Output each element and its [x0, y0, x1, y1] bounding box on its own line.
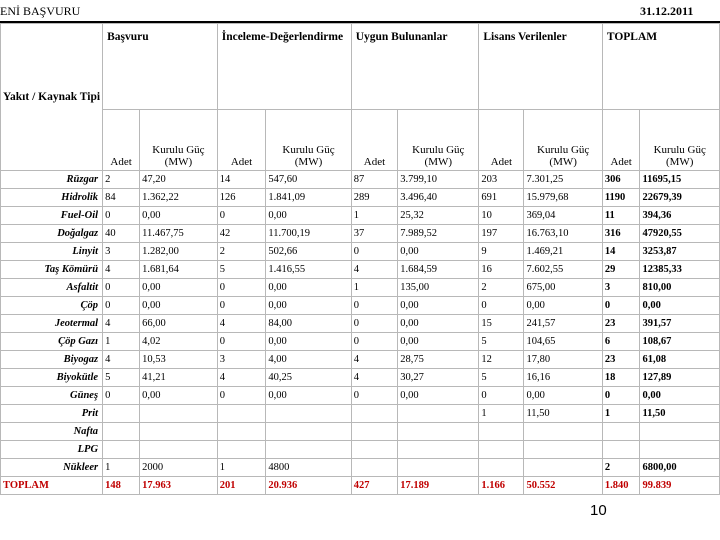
capacity-cell: 1.469,21 — [524, 243, 602, 261]
count-cell — [602, 441, 640, 459]
capacity-cell: 6800,00 — [640, 459, 720, 477]
table-row — [1, 405, 720, 423]
table-row — [1, 171, 720, 189]
capacity-cell: 127,89 — [640, 369, 720, 387]
count-cell: 4 — [103, 351, 140, 369]
capacity-cell: 0,00 — [524, 297, 602, 315]
count-cell: 0 — [103, 279, 140, 297]
sub-header-row — [1, 110, 720, 171]
capacity-cell: 40,25 — [266, 369, 351, 387]
group-header: Lisans Verilenler — [479, 24, 603, 110]
report-date: 31.12.2011 — [640, 4, 694, 18]
table-row — [1, 189, 720, 207]
count-header: Adet — [602, 110, 640, 171]
capacity-cell — [266, 405, 351, 423]
capacity-cell: 11.467,75 — [140, 225, 218, 243]
count-cell: 289 — [351, 189, 398, 207]
group-header: Başvuru — [103, 24, 218, 110]
capacity-cell: 1.681,64 — [140, 261, 218, 279]
table-row — [1, 423, 720, 441]
capacity-header: Kurulu Güç (MW) — [266, 110, 351, 171]
count-cell: 0 — [351, 387, 398, 405]
count-cell: 1 — [479, 405, 524, 423]
capacity-cell: 675,00 — [524, 279, 602, 297]
count-cell: 0 — [479, 297, 524, 315]
capacity-cell — [398, 459, 479, 477]
count-cell: 197 — [479, 225, 524, 243]
capacity-cell: 1.684,59 — [398, 261, 479, 279]
count-cell: 9 — [479, 243, 524, 261]
capacity-header: Kurulu Güç (MW) — [140, 110, 218, 171]
capacity-cell: 0,00 — [398, 333, 479, 351]
table-row — [1, 441, 720, 459]
count-cell: 40 — [103, 225, 140, 243]
table-row — [1, 369, 720, 387]
capacity-cell: 0,00 — [398, 243, 479, 261]
capacity-cell: 4,00 — [266, 351, 351, 369]
count-cell: 1 — [602, 405, 640, 423]
count-cell: 0 — [217, 279, 266, 297]
capacity-cell: 0,00 — [266, 207, 351, 225]
fuel-type-label: Nükleer — [1, 459, 103, 477]
count-cell: 1 — [217, 459, 266, 477]
capacity-cell: 3.496,40 — [398, 189, 479, 207]
count-cell: 0 — [217, 333, 266, 351]
capacity-cell: 4,02 — [140, 333, 218, 351]
capacity-cell: 1.362,22 — [140, 189, 218, 207]
count-cell: 0 — [479, 387, 524, 405]
capacity-cell: 0,00 — [524, 387, 602, 405]
count-cell: 2 — [103, 171, 140, 189]
fuel-type-label: Çöp Gazı — [1, 333, 103, 351]
capacity-cell: 547,60 — [266, 171, 351, 189]
total-count-cell: 1.166 — [479, 477, 524, 495]
count-header: Adet — [479, 110, 524, 171]
table-row — [1, 225, 720, 243]
count-cell: 11 — [602, 207, 640, 225]
count-cell: 10 — [479, 207, 524, 225]
table-row — [1, 261, 720, 279]
group-header: İnceleme-Değerlendirme — [217, 24, 351, 110]
capacity-cell: 17,80 — [524, 351, 602, 369]
count-cell: 306 — [602, 171, 640, 189]
capacity-cell: 0,00 — [640, 297, 720, 315]
total-label: TOPLAM — [1, 477, 103, 495]
count-cell: 5 — [479, 333, 524, 351]
page-number: 10 — [590, 502, 607, 519]
count-cell — [479, 459, 524, 477]
capacity-cell: 11.700,19 — [266, 225, 351, 243]
count-cell: 0 — [351, 243, 398, 261]
total-count-cell: 1.840 — [602, 477, 640, 495]
capacity-cell: 0,00 — [398, 387, 479, 405]
capacity-cell: 0,00 — [398, 297, 479, 315]
capacity-cell: 28,75 — [398, 351, 479, 369]
count-cell — [479, 441, 524, 459]
count-cell: 12 — [479, 351, 524, 369]
count-cell: 2 — [217, 243, 266, 261]
count-cell: 4 — [351, 369, 398, 387]
fuel-type-header: Yakıt / Kaynak Tipi — [1, 24, 103, 171]
count-cell: 0 — [217, 207, 266, 225]
count-cell: 3 — [602, 279, 640, 297]
count-cell: 84 — [103, 189, 140, 207]
capacity-cell: 30,27 — [398, 369, 479, 387]
page-title: ENİ BAŞVURU — [0, 4, 81, 18]
fuel-type-label: Biyogaz — [1, 351, 103, 369]
fuel-type-label: Linyit — [1, 243, 103, 261]
total-capacity-cell: 17.189 — [398, 477, 479, 495]
count-cell: 16 — [479, 261, 524, 279]
count-cell: 4 — [103, 261, 140, 279]
capacity-cell — [640, 423, 720, 441]
capacity-cell — [398, 423, 479, 441]
capacity-cell: 391,57 — [640, 315, 720, 333]
capacity-cell — [140, 405, 218, 423]
count-cell: 37 — [351, 225, 398, 243]
count-cell: 14 — [217, 171, 266, 189]
capacity-header: Kurulu Güç (MW) — [640, 110, 720, 171]
capacity-cell: 84,00 — [266, 315, 351, 333]
capacity-cell: 3.799,10 — [398, 171, 479, 189]
count-cell — [602, 423, 640, 441]
count-cell: 18 — [602, 369, 640, 387]
capacity-cell: 502,66 — [266, 243, 351, 261]
capacity-cell: 61,08 — [640, 351, 720, 369]
total-count-cell: 427 — [351, 477, 398, 495]
count-cell — [103, 405, 140, 423]
capacity-cell: 0,00 — [266, 387, 351, 405]
count-cell: 1 — [103, 333, 140, 351]
count-cell: 0 — [351, 315, 398, 333]
capacity-cell: 0,00 — [640, 387, 720, 405]
fuel-type-label: Doğalgaz — [1, 225, 103, 243]
table-body — [1, 171, 720, 495]
count-cell — [217, 441, 266, 459]
capacity-cell: 810,00 — [640, 279, 720, 297]
capacity-cell: 135,00 — [398, 279, 479, 297]
count-cell: 87 — [351, 171, 398, 189]
total-capacity-cell: 50.552 — [524, 477, 602, 495]
capacity-cell — [266, 423, 351, 441]
capacity-cell: 3253,87 — [640, 243, 720, 261]
count-cell: 23 — [602, 315, 640, 333]
count-cell: 2 — [602, 459, 640, 477]
count-cell: 4 — [351, 351, 398, 369]
capacity-cell: 25,32 — [398, 207, 479, 225]
table-row — [1, 279, 720, 297]
count-cell: 0 — [217, 387, 266, 405]
fuel-type-label: Çöp — [1, 297, 103, 315]
fuel-type-label: Asfaltit — [1, 279, 103, 297]
count-cell: 5 — [479, 369, 524, 387]
count-cell: 0 — [351, 333, 398, 351]
capacity-cell: 4800 — [266, 459, 351, 477]
fuel-type-label: Biyokütle — [1, 369, 103, 387]
table-row — [1, 351, 720, 369]
capacity-header: Kurulu Güç (MW) — [398, 110, 479, 171]
count-cell: 0 — [103, 297, 140, 315]
capacity-cell — [524, 423, 602, 441]
capacity-cell: 104,65 — [524, 333, 602, 351]
fuel-type-label: Hidrolik — [1, 189, 103, 207]
table-row — [1, 387, 720, 405]
total-capacity-cell: 20.936 — [266, 477, 351, 495]
count-cell: 126 — [217, 189, 266, 207]
count-cell — [351, 441, 398, 459]
count-cell: 316 — [602, 225, 640, 243]
capacity-cell: 16.763,10 — [524, 225, 602, 243]
capacity-cell — [398, 441, 479, 459]
capacity-cell: 16,16 — [524, 369, 602, 387]
capacity-cell: 0,00 — [266, 279, 351, 297]
capacity-cell — [140, 423, 218, 441]
capacity-cell: 0,00 — [266, 297, 351, 315]
count-cell: 29 — [602, 261, 640, 279]
count-cell: 3 — [103, 243, 140, 261]
group-header: TOPLAM — [602, 24, 719, 110]
count-cell — [217, 405, 266, 423]
fuel-type-label: Rüzgar — [1, 171, 103, 189]
total-capacity-cell: 17.963 — [140, 477, 218, 495]
capacity-cell: 10,53 — [140, 351, 218, 369]
capacity-cell: 22679,39 — [640, 189, 720, 207]
count-cell — [351, 405, 398, 423]
count-cell: 1 — [351, 279, 398, 297]
count-cell: 1 — [103, 459, 140, 477]
capacity-cell: 0,00 — [398, 315, 479, 333]
count-cell: 15 — [479, 315, 524, 333]
capacity-cell: 0,00 — [140, 207, 218, 225]
table-row — [1, 243, 720, 261]
capacity-cell: 41,21 — [140, 369, 218, 387]
total-count-cell: 201 — [217, 477, 266, 495]
total-count-cell: 148 — [103, 477, 140, 495]
count-header: Adet — [103, 110, 140, 171]
count-cell: 3 — [217, 351, 266, 369]
count-cell: 6 — [602, 333, 640, 351]
capacity-cell: 241,57 — [524, 315, 602, 333]
count-cell: 4 — [103, 315, 140, 333]
table-row — [1, 315, 720, 333]
count-cell — [217, 423, 266, 441]
capacity-cell — [640, 441, 720, 459]
count-cell: 23 — [602, 351, 640, 369]
capacity-cell: 369,04 — [524, 207, 602, 225]
capacity-cell: 1.282,00 — [140, 243, 218, 261]
count-cell: 203 — [479, 171, 524, 189]
count-cell: 5 — [103, 369, 140, 387]
capacity-cell: 2000 — [140, 459, 218, 477]
count-cell: 2 — [479, 279, 524, 297]
count-cell: 0 — [103, 207, 140, 225]
count-cell: 4 — [217, 369, 266, 387]
total-capacity-cell: 99.839 — [640, 477, 720, 495]
fuel-type-label: Jeotermal — [1, 315, 103, 333]
count-cell: 42 — [217, 225, 266, 243]
table-row — [1, 459, 720, 477]
total-row — [1, 477, 720, 495]
capacity-cell: 108,67 — [640, 333, 720, 351]
capacity-cell — [140, 441, 218, 459]
capacity-cell: 7.602,55 — [524, 261, 602, 279]
capacity-header: Kurulu Güç (MW) — [524, 110, 602, 171]
fuel-type-label: LPG — [1, 441, 103, 459]
count-cell: 0 — [351, 297, 398, 315]
count-cell — [351, 459, 398, 477]
table-row — [1, 297, 720, 315]
capacity-cell — [524, 441, 602, 459]
capacity-cell: 47920,55 — [640, 225, 720, 243]
count-cell: 5 — [217, 261, 266, 279]
count-cell — [103, 441, 140, 459]
capacity-cell: 47,20 — [140, 171, 218, 189]
fuel-type-label: Fuel-Oil — [1, 207, 103, 225]
count-cell: 1 — [351, 207, 398, 225]
capacity-cell: 11,50 — [640, 405, 720, 423]
fuel-type-label: Güneş — [1, 387, 103, 405]
count-header: Adet — [217, 110, 266, 171]
capacity-cell — [398, 405, 479, 423]
capacity-cell: 0,00 — [266, 333, 351, 351]
capacity-cell: 66,00 — [140, 315, 218, 333]
capacity-cell: 0,00 — [140, 279, 218, 297]
count-cell: 4 — [351, 261, 398, 279]
capacity-cell: 11695,15 — [640, 171, 720, 189]
capacity-cell: 7.301,25 — [524, 171, 602, 189]
count-cell: 0 — [103, 387, 140, 405]
count-cell: 691 — [479, 189, 524, 207]
fuel-type-label: Prit — [1, 405, 103, 423]
table-row — [1, 207, 720, 225]
count-cell: 0 — [602, 297, 640, 315]
capacity-cell: 12385,33 — [640, 261, 720, 279]
fuel-type-label: Taş Kömürü — [1, 261, 103, 279]
count-cell: 0 — [602, 387, 640, 405]
count-header: Adet — [351, 110, 398, 171]
count-cell: 14 — [602, 243, 640, 261]
count-cell — [351, 423, 398, 441]
count-cell: 0 — [217, 297, 266, 315]
capacity-cell: 0,00 — [140, 297, 218, 315]
capacity-cell: 15.979,68 — [524, 189, 602, 207]
capacity-cell: 7.989,52 — [398, 225, 479, 243]
fuel-type-label: Nafta — [1, 423, 103, 441]
group-header-row — [1, 24, 720, 110]
capacity-cell: 11,50 — [524, 405, 602, 423]
count-cell — [103, 423, 140, 441]
license-table — [0, 23, 720, 495]
capacity-cell — [266, 441, 351, 459]
count-cell — [479, 423, 524, 441]
count-cell: 4 — [217, 315, 266, 333]
capacity-cell: 0,00 — [140, 387, 218, 405]
capacity-cell: 1.841,09 — [266, 189, 351, 207]
capacity-cell: 1.416,55 — [266, 261, 351, 279]
group-header: Uygun Bulunanlar — [351, 24, 479, 110]
capacity-cell — [524, 459, 602, 477]
count-cell: 1190 — [602, 189, 640, 207]
table-row — [1, 333, 720, 351]
capacity-cell: 394,36 — [640, 207, 720, 225]
